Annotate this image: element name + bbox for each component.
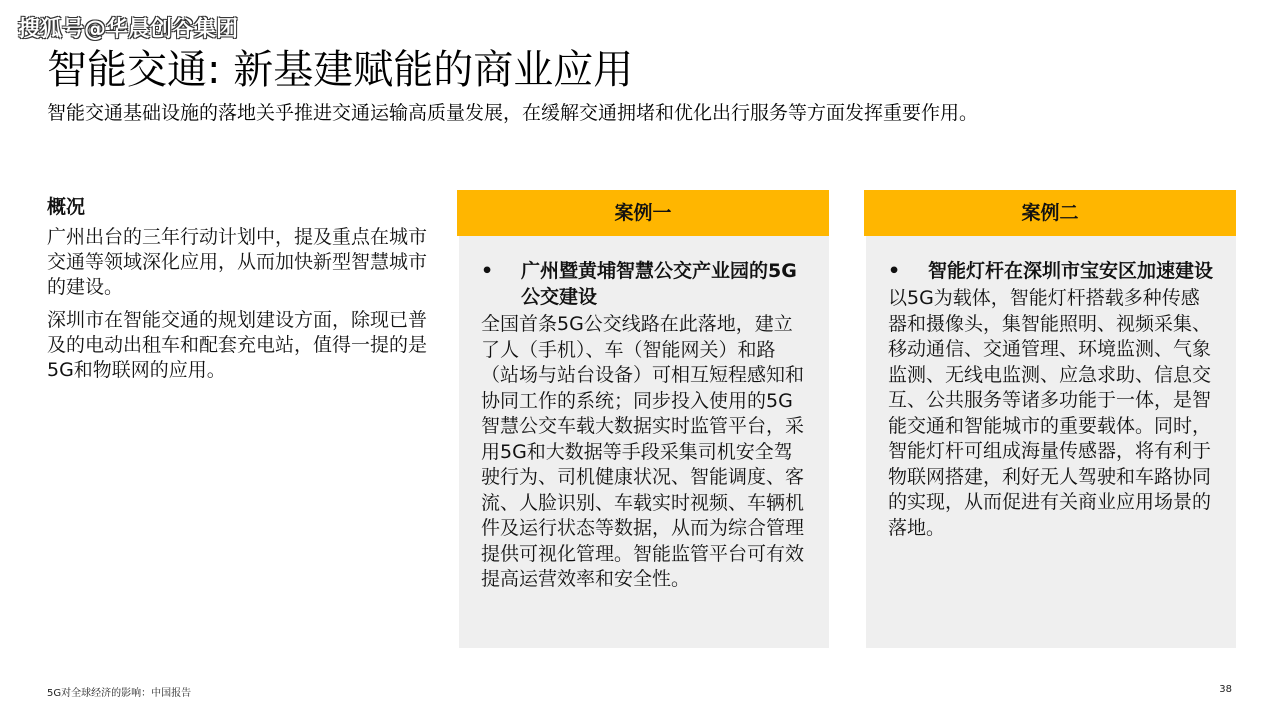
page-title: 智能交通: 新基建赋能的商业应用 [47,47,634,93]
case-description: 以5G为载体，智能灯杆搭载多种传感器和摄像头，集智能照明、视频采集、移动通信、交通管理、环境监测、气象监测、无线电监测、应急求助、信息交互、公共服务等诸多功能于一体，是智能交通和智能城市的重要载体。同时，智能灯杆可组成海量传感器，将有利于物联网搭建，利好无人驾驶和车路协同的实现，从而促进有关商业应用场景的落地。 [888,287,1212,539]
overview-paragraph: 广州出台的三年行动计划中，提及重点在城市交通等领域深化应用，从而加快新型智慧城市的建设。 [47,226,428,298]
case-body [866,236,1236,648]
overview-section [47,192,437,391]
case-header: 案例二 [864,190,1236,236]
case-body [459,236,829,648]
case-title: 智能灯杆在深圳市宝安区加速建设 [928,260,1214,282]
page-subtitle: 智能交通基础设施的落地关乎推进交通运输高质量发展，在缓解交通拥堵和优化出行服务等方面发挥重要作用。 [47,102,979,124]
case-card-1 [457,190,829,590]
bullet-icon: • [888,260,901,282]
case-title-row [481,258,809,310]
footer-source: 5G对全球经济的影响：中国报告 [47,688,192,699]
case-description: 全国首条5G公交线路在此落地，建立了人（手机）、车（智能网关）和路（站场与站台设备）可相互短程感知和协同工作的系统；同步投入使用的5G智慧公交车载大数据实时监管平台，采用5G和大数据等手段采集司机安全驾驶行为、司机健康状况、智能调度、客流、人脸识别、车载实时视频、车辆机件及运行状态等数据，从而为综合管理提供可视化管理。智能监管平台可有效提高运营效率和安全性。 [481,313,805,590]
case-title-row [888,258,1216,284]
case-title: 广州暨黄埔智慧公交产业园的5G公交建设 [521,260,797,308]
bullet-icon: • [481,260,494,282]
overview-paragraph: 深圳市在智能交通的规划建设方面，除现已普及的电动出租车和配套充电站，值得一提的是5G和物联网的应用。 [47,309,428,381]
overview-heading: 概况 [47,196,86,218]
case-header: 案例一 [457,190,829,236]
case-card-2 [864,190,1236,539]
watermark-text: 搜狐号@华晨创谷集团 [18,17,239,42]
page-number: 38 [1219,684,1232,695]
